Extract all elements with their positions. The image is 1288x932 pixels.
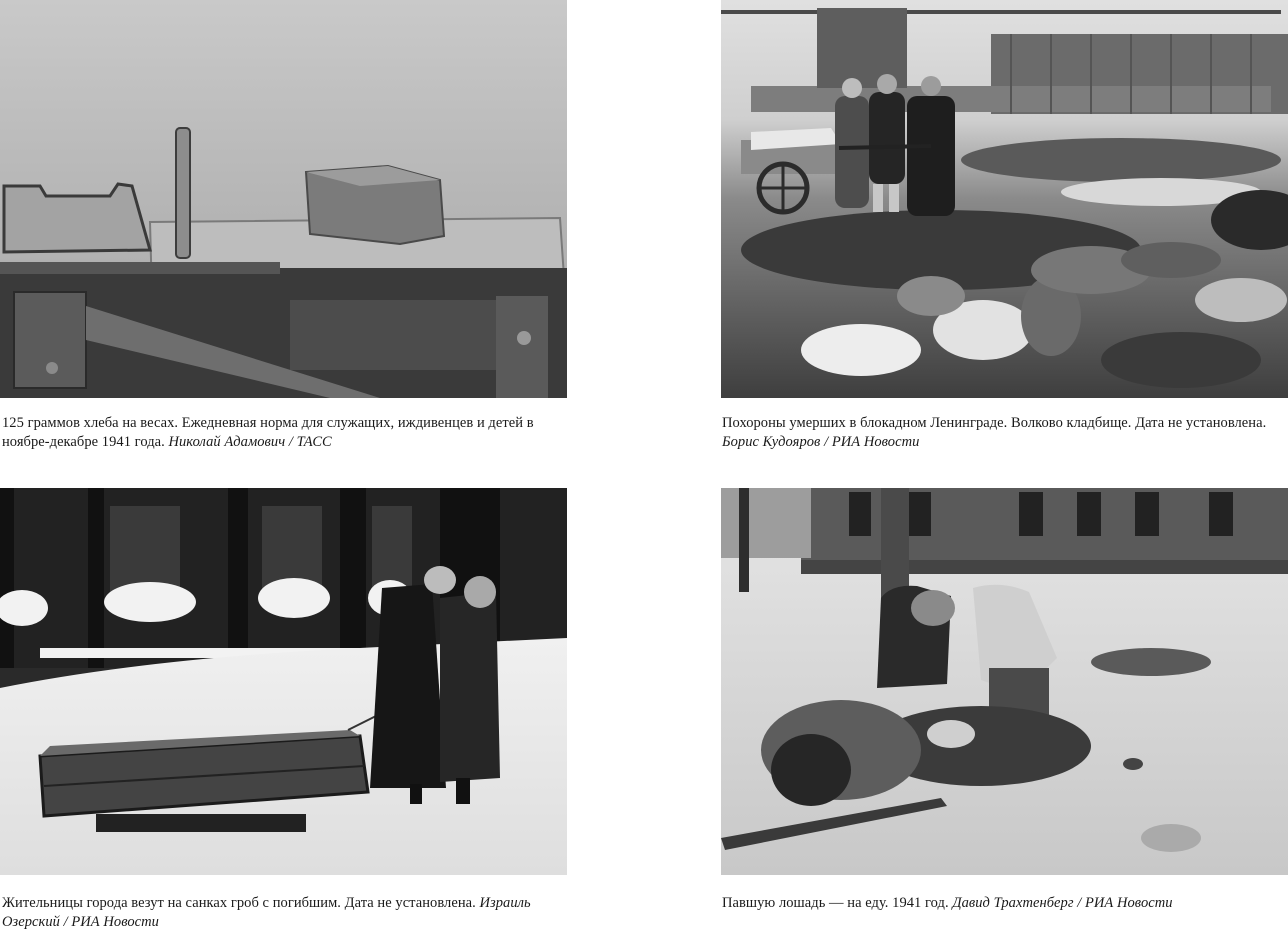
photo-credit: Давид Трахтенберг / РИА Новости [952,895,1173,911]
caption-text: 125 граммов хлеба на весах. Ежедневная норма для служащих, иждивенцев и детей в ноябре-декабре 1941 года. [2,415,534,450]
photo-credit: Израиль Озерский / РИА Новости [2,895,531,930]
photo-dead-horse-for-food [721,488,1288,875]
photo-coffin-on-sled [0,488,567,875]
caption-bread-photo [2,414,562,452]
caption-text: Павшую лошадь — на еду. 1941 год. [722,895,949,911]
caption-coffin-photo [2,894,562,932]
photo-bread-on-scales [0,0,567,398]
caption-text: Похороны умерших в блокадном Ленинграде. Волково кладбище. Дата не установлена. [722,415,1267,431]
caption-horse-photo [722,894,1282,913]
caption-text: Жительницы города везут на санках гроб с погибшим. Дата не установлена. [2,895,476,911]
photo-credit: Николай Адамович / ТАСС [168,434,332,450]
caption-funeral-photo [722,414,1282,452]
photo-funeral-volkovo-cemetery [721,0,1288,398]
photo-credit: Борис Кудояров / РИА Новости [722,434,920,450]
